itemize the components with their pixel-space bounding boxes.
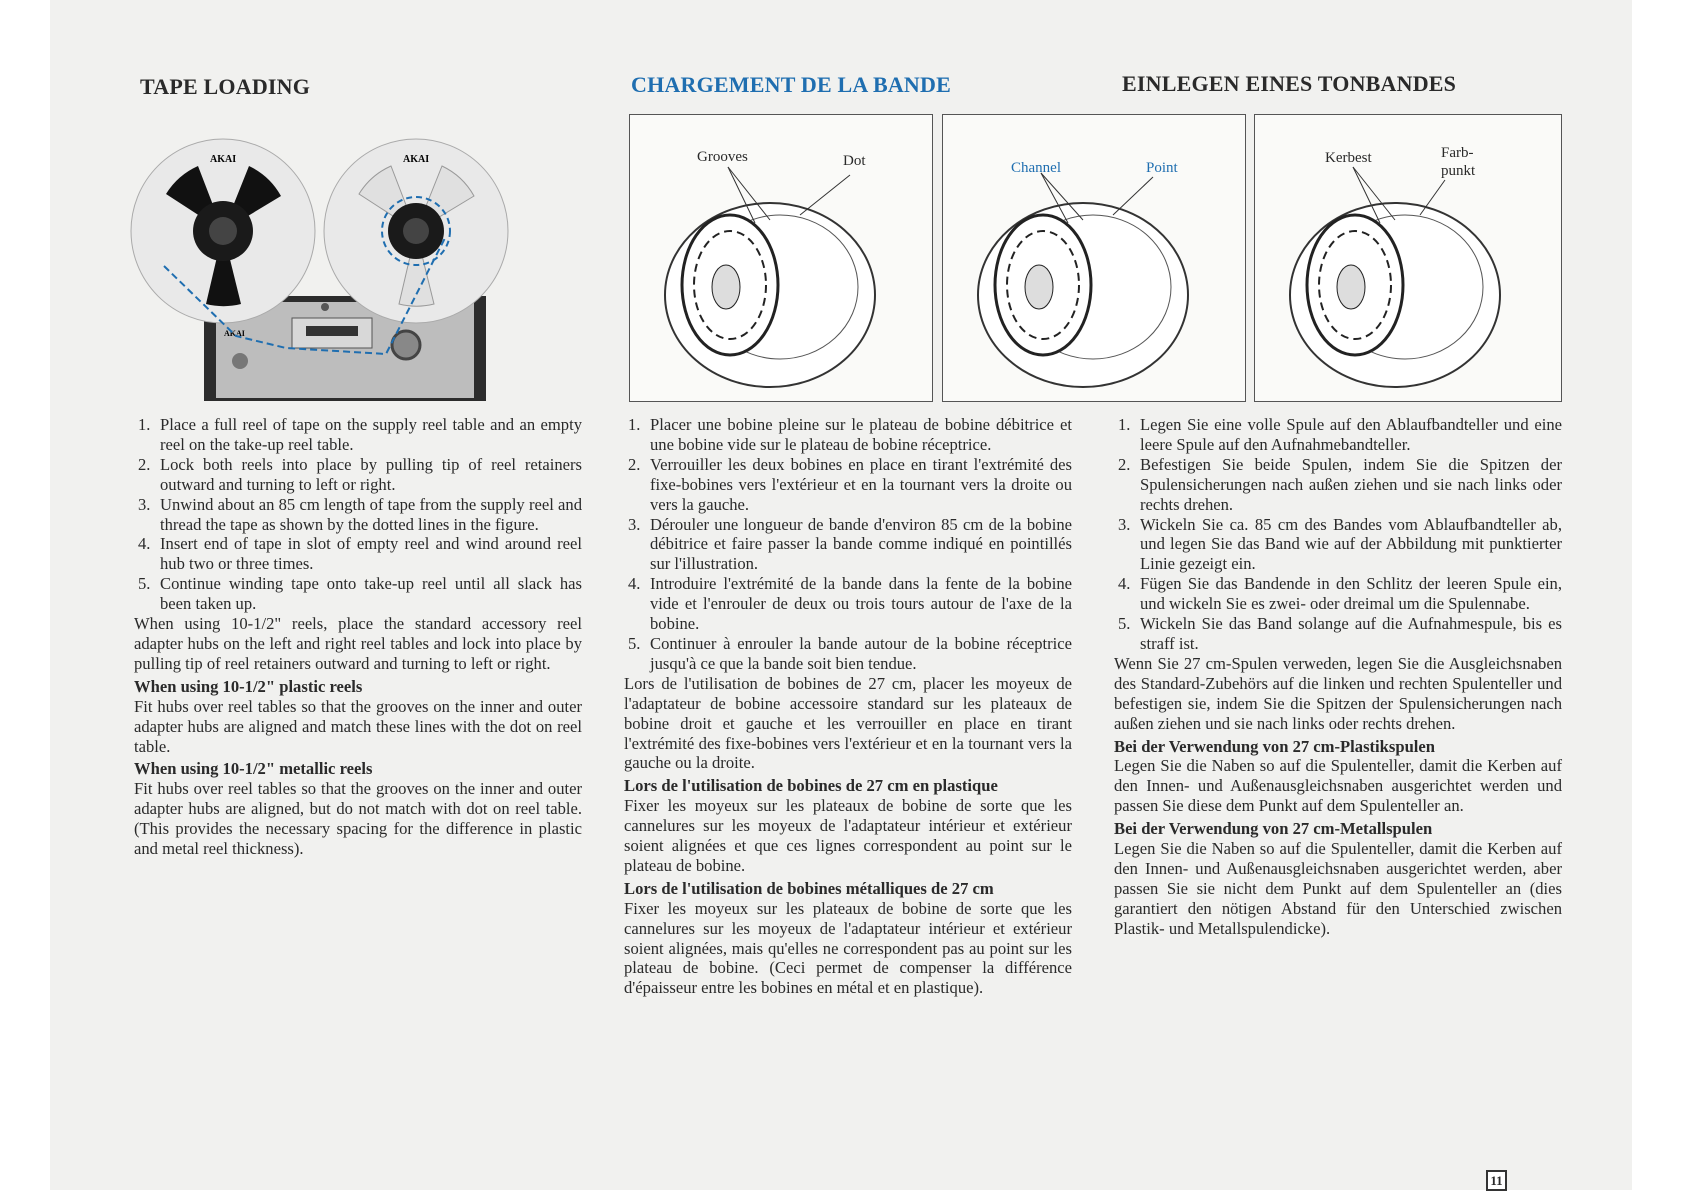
- list-item: 5. Continue winding tape onto take-up reel until all slack has been taken up.: [138, 574, 582, 614]
- channel-label: Channel: [1011, 160, 1061, 176]
- paragraph: When using 10-1/2" reels, place the standard accessory reel adapter hubs on the left and right reel tables and lock into place by pulling tip of reel retainers outward and turning to left or right.: [134, 614, 582, 673]
- hub-figure-grooves-dot: [629, 114, 933, 402]
- hub-figure-channel-point: [942, 114, 1246, 402]
- list-item: 1. Place a full reel of tape on the supply reel table and an empty reel on the take-up reel table.: [138, 415, 582, 454]
- kerbest-label: Kerbest: [1325, 150, 1372, 166]
- list-item: 3. Dérouler une longueur de bande d'environ 85 cm de la bobine débitrice et faire passer la bande comme indiqué en pointillés sur l'illustration.: [628, 514, 1072, 574]
- heading-french: CHARGEMENT DE LA BANDE: [631, 72, 951, 97]
- steps-list-german: [1114, 415, 1562, 654]
- right-reel-brand: AKAI: [403, 154, 430, 165]
- list-item: 3. Unwind about an 85 cm length of tape from the supply reel and thread the tape as shown by the dotted lines in the figure.: [138, 494, 582, 534]
- deck-brand-text: AKAI: [224, 329, 245, 338]
- list-item: 2. Verrouiller les deux bobines en place en tirant l'extrémité des fixe-bobines vers l'extérieur et en la tournant vers la droite ou vers la gauche.: [628, 454, 1072, 514]
- subheading: When using 10-1/2" metallic reels: [134, 759, 373, 779]
- list-item: 1. Legen Sie eine volle Spule auf den Ablaufbandteller und eine leere Spule auf den Aufnahmebandteller.: [1118, 415, 1562, 454]
- paragraph: Fixer les moyeux sur les plateaux de bobine de sorte que les cannelures sur les moyeux de l'adaptateur intérieur et extérieur soient alignées et que ces lignes correspondent au point sur le plateau de bobine.: [624, 796, 1072, 875]
- list-item: 4. Insert end of tape in slot of empty reel and wind around reel hub two or three times.: [138, 534, 582, 574]
- list-item: 4. Introduire l'extrémité de la bande dans la fente de la bobine vide et l'enrouler de deux ou trois tours autour de l'axe de la bobine.: [628, 574, 1072, 634]
- paragraph: Lors de l'utilisation de bobines de 27 cm, placer les moyeux de l'adaptateur de bobine accessoire standard sur les plateaux de bobine droit et gauche et les verrouiller en place en tirant l'extrémité des fixe-bobines vers l'extérieur et en la tournant vers la gauche ou la droite.: [624, 673, 1072, 773]
- paragraph: Fit hubs over reel tables so that the grooves on the inner and outer adapter hubs are aligned and match these lines with the dot on reel table.: [134, 696, 582, 756]
- point-label: Point: [1146, 160, 1178, 176]
- list-item: 2. Befestigen Sie beide Spulen, indem Sie die Spitzen der Spulensicherungen nach außen ziehen und sie nach links oder rechts drehen.: [1118, 454, 1562, 514]
- subheading: Lors de l'utilisation de bobines de 27 cm en plastique: [624, 776, 998, 796]
- list-item: 5. Continuer à enrouler la bande autour de la bobine réceptrice jusqu'à ce que la bande soit bien tendue.: [628, 633, 1072, 673]
- paragraph: Legen Sie die Naben so auf die Spulenteller, damit die Kerben auf den Innen- und Außenausgleichsnaben ausgerichtet werden, aber passen Sie sie nicht dem Punkt auf dem Spulenteller an (dies garantiert den nötigen Abstand für den Unterschied zwischen Plastik- und Metallspulendicke).: [1114, 839, 1562, 938]
- list-item: 2. Lock both reels into place by pulling tip of reel retainers outward and turning to left or right.: [138, 454, 582, 494]
- heading-german: EINLEGEN EINES TONBANDES: [1122, 71, 1457, 96]
- dot-label: Dot: [843, 153, 866, 169]
- heading-english: TAPE LOADING: [140, 74, 311, 99]
- subheading: Lors de l'utilisation de bobines métalliques de 27 cm: [624, 878, 994, 898]
- list-item: 5. Wickeln Sie das Band solange auf die Aufnahmespule, bis es straff ist.: [1118, 614, 1562, 653]
- list-item: 3. Wickeln Sie ca. 85 cm des Bandes vom Ablaufbandteller ab, und legen Sie das Band wie auf der Abbildung mit punktierter Linie gezeigt ein.: [1118, 514, 1562, 574]
- column-german: [1114, 415, 1562, 939]
- column-english: [134, 415, 582, 859]
- page-number: 11: [1486, 1170, 1507, 1191]
- steps-list-english: [134, 415, 582, 614]
- subheading: Bei der Verwendung von 27 cm-Plastikspulen: [1114, 736, 1436, 756]
- subheading: When using 10-1/2" plastic reels: [134, 676, 363, 696]
- paragraph: Fixer les moyeux sur les plateaux de bobine de sorte que les cannelures sur les moyeux de l'adaptateur intérieur et extérieur soient alignées, mais qu'elles ne correspondent pas au point sur les plateau de bobine. (Ceci permet de compenser la différence d'épaisseur entre les bobines en métal et en plastique).: [624, 898, 1072, 998]
- left-reel-brand: AKAI: [210, 154, 237, 165]
- subheading: Bei der Verwendung von 27 cm-Metallspulen: [1114, 819, 1433, 839]
- tape-deck-photo: [116, 136, 526, 401]
- farbpunkt-label-line1: Farb-: [1441, 145, 1474, 161]
- steps-list-french: [624, 415, 1072, 674]
- column-french: [624, 415, 1072, 998]
- hub-figure-kerbest-farbpunkt: [1254, 114, 1562, 402]
- grooves-label: Grooves: [697, 149, 748, 165]
- farbpunkt-label-line2: punkt: [1441, 163, 1476, 179]
- paragraph: Fit hubs over reel tables so that the grooves on the inner and outer adapter hubs are aligned, but do not match with dot on reel table. (This provides the necessary spacing for the difference in plastic and metal reel thickness).: [134, 779, 582, 859]
- list-item: 4. Fügen Sie das Bandende in den Schlitz der leeren Spule ein, und wickeln Sie es zwei- oder dreimal um die Spulennabe.: [1118, 574, 1562, 614]
- paragraph: Wenn Sie 27 cm-Spulen verweden, legen Sie die Ausgleichsnaben des Standard-Zubehörs auf die linken und rechten Spulenteller und befestigen sie, indem Sie die Spitzen der Spulensicherungen nach außen ziehen und sie nach links oder rechts drehen.: [1114, 653, 1562, 733]
- list-item: 1. Placer une bobine pleine sur le plateau de bobine débitrice et une bobine vide sur le plateau de bobine réceptrice.: [628, 415, 1072, 454]
- paragraph: Legen Sie die Naben so auf die Spulenteller, damit die Kerben auf den Innen- und Außenausgleichsnaben ausgerichtet werden und passen Sie diese dem Punkt auf dem Spulenteller an.: [1114, 756, 1562, 816]
